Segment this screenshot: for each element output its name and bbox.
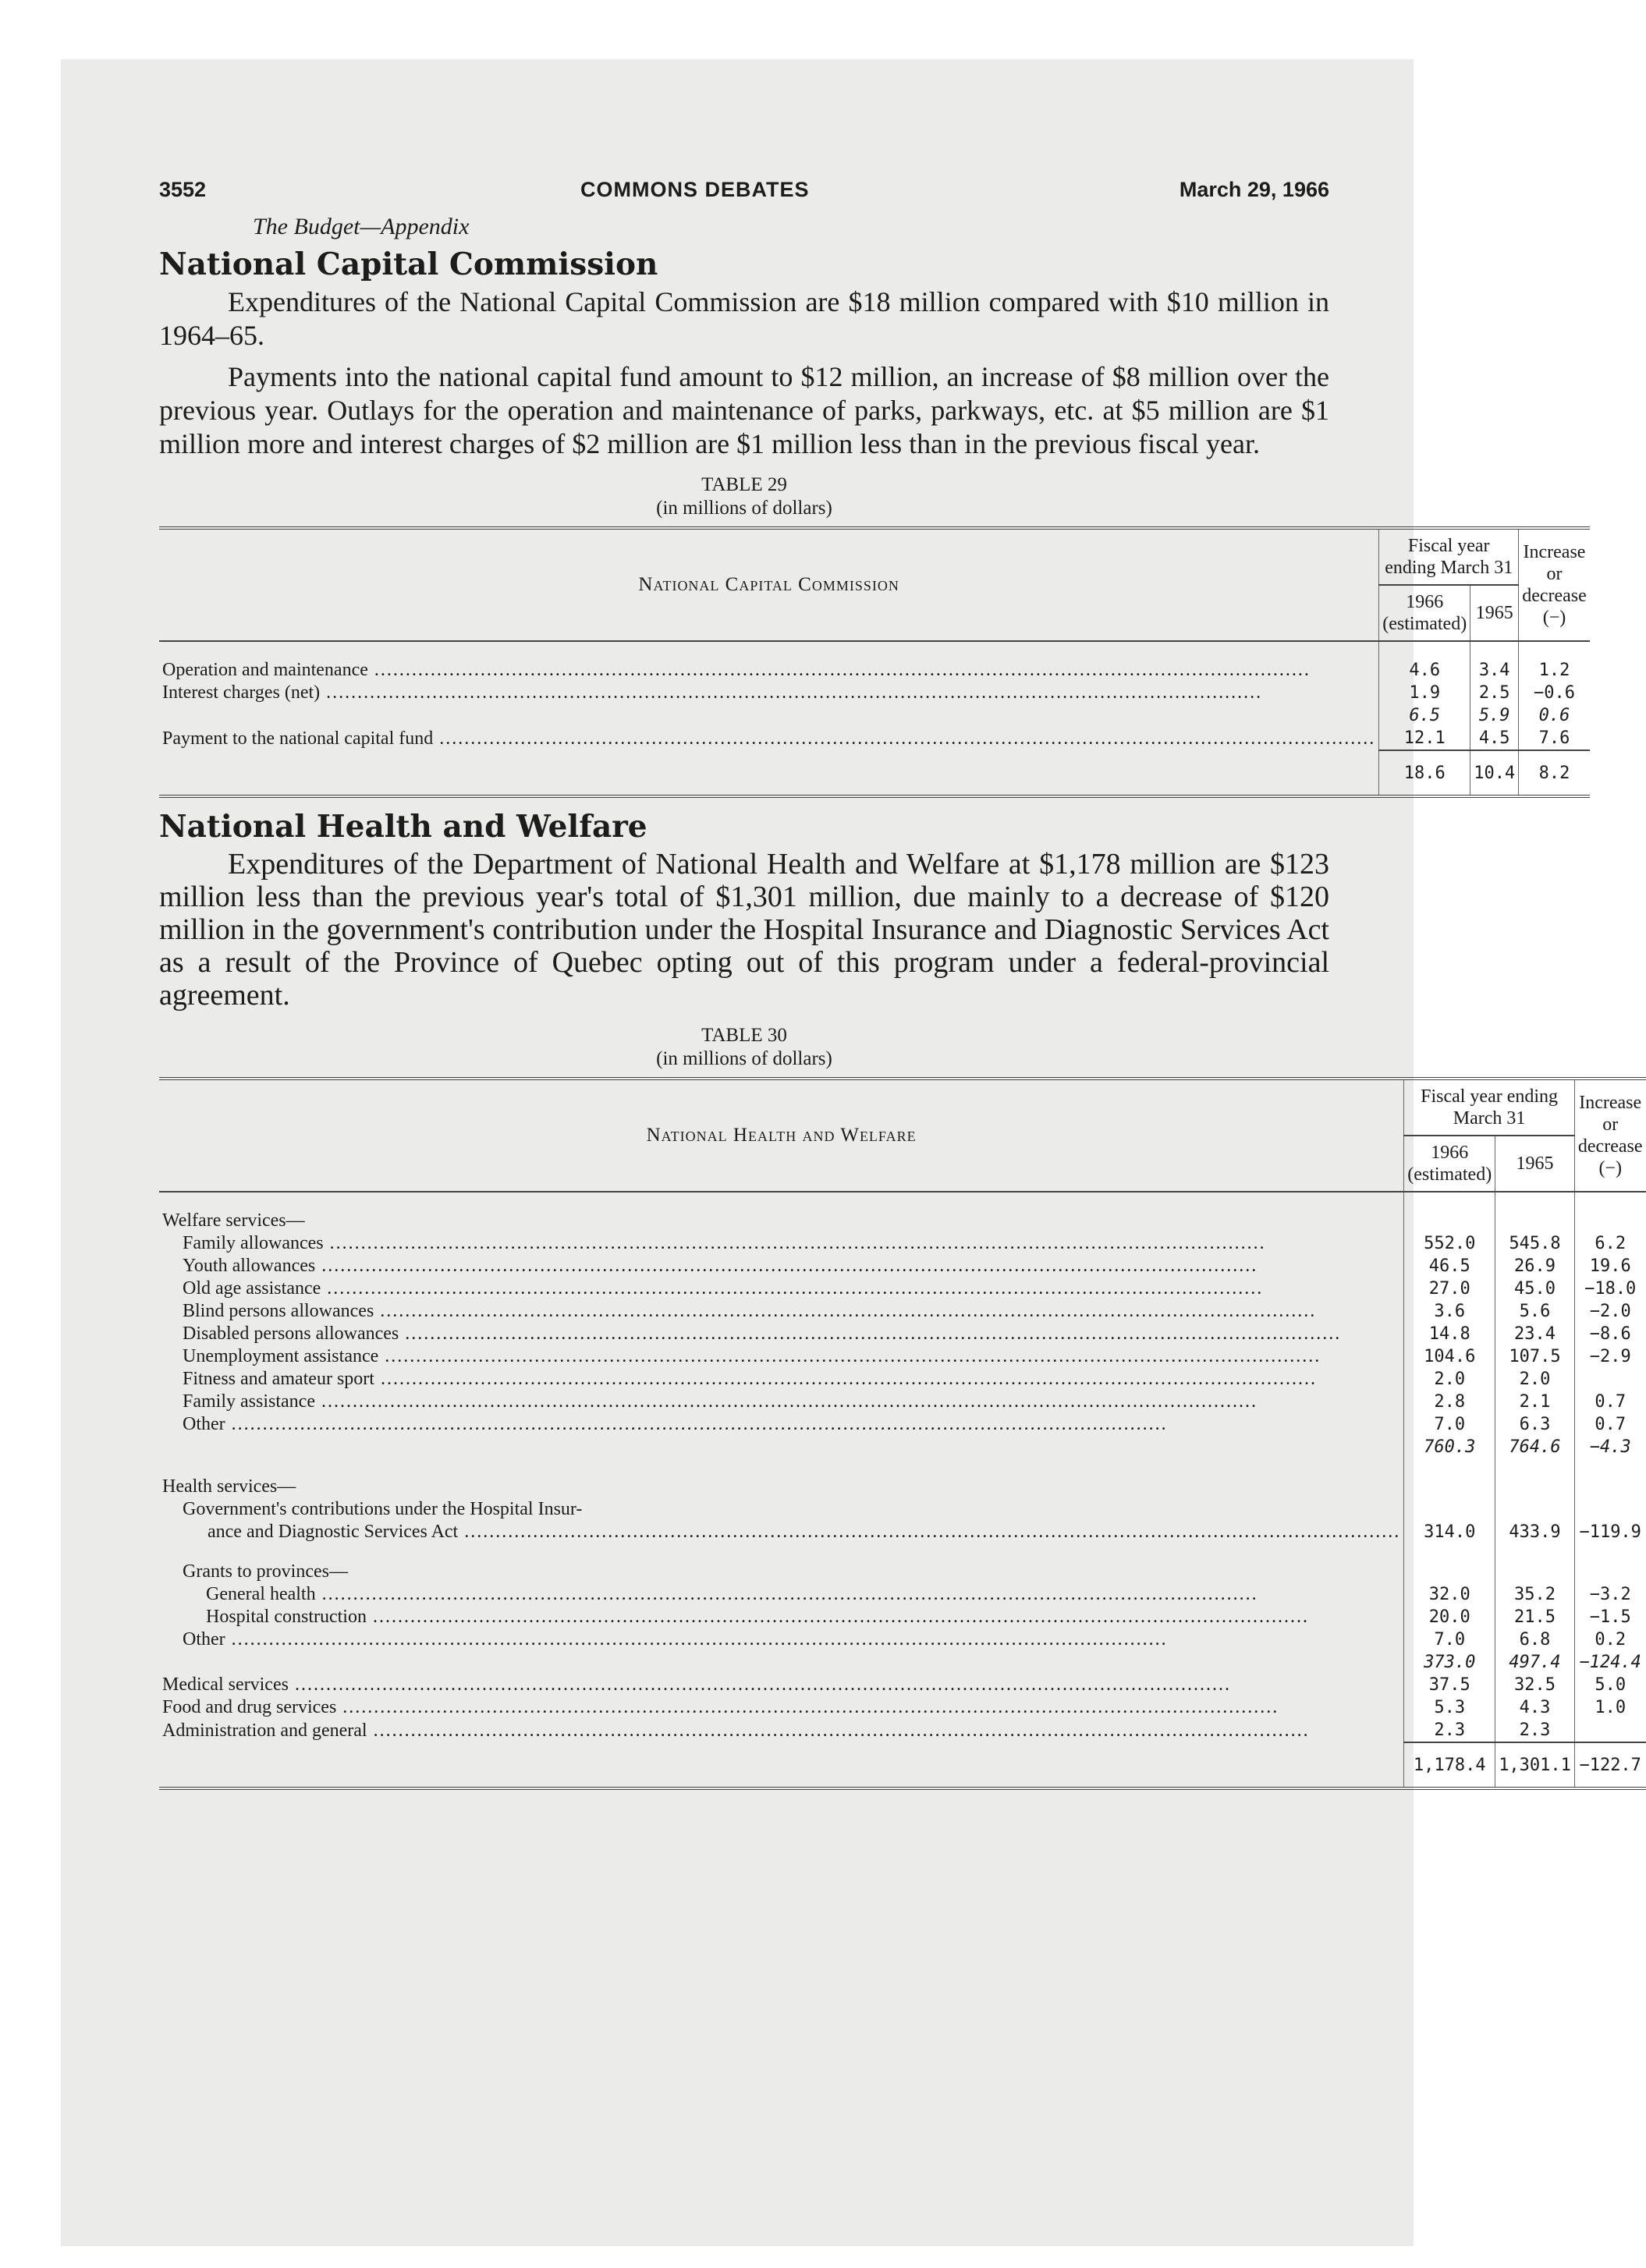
table29-number: TABLE 29 [701, 474, 787, 495]
cell-1965: 6.8 [1495, 1628, 1575, 1651]
total-1965: 10.4 [1470, 750, 1519, 796]
cell-1965: 5.9 [1470, 704, 1519, 727]
table-29 [159, 526, 1590, 798]
row-label-line2: ance and Diagnostic Services Act ..... [159, 1521, 1404, 1543]
group-heading-row [159, 1210, 1646, 1232]
cell-1966: 7.0 [1404, 1628, 1495, 1651]
table-row-total [159, 1742, 1646, 1788]
running-header [159, 178, 1329, 209]
health-services-heading: Health services— [159, 1476, 1404, 1498]
cell-1965: 4.5 [1470, 727, 1519, 750]
publication-title: COMMONS DEBATES [580, 178, 810, 201]
welfare-subtotal-1966: 760.3 [1404, 1436, 1495, 1458]
table-row [159, 1498, 1646, 1521]
cell-increase: −119.9 [1579, 1522, 1641, 1542]
cell-increase: 0.7 [1595, 1415, 1626, 1434]
row-label: Fitness and amateur sport ..... [159, 1368, 1404, 1391]
cell-1965: 107.5 [1495, 1345, 1575, 1368]
table30-units: (in millions of dollars) [656, 1048, 832, 1069]
cell-increase: 7.6 [1538, 728, 1570, 748]
cell-increase: 0.7 [1595, 1392, 1626, 1412]
row-label: Youth allowances ..... [159, 1255, 1404, 1278]
table30-fiscal-header: Fiscal year ending March 31 [1404, 1079, 1575, 1136]
table-row [159, 1278, 1646, 1300]
cell-1966: 7.0 [1404, 1413, 1495, 1436]
row-label: Old age assistance ..... [159, 1278, 1404, 1300]
cell-increase: 5.0 [1595, 1675, 1626, 1695]
row-label [159, 704, 1379, 727]
cell-1966: 32.0 [1404, 1583, 1495, 1606]
health-subtotal-1965: 497.4 [1495, 1651, 1575, 1674]
cell-increase: −2.0 [1589, 1302, 1631, 1321]
ncc-paragraph-2: Payments into the national capital fund amount to $12 million, an increase of $8 million over the previous year. Outlays for the operation and maintenance of parks, parkways, etc. at $5 million are $1 million more and interest charges of $2 million are $1 million less than in the previous fiscal year. [159, 361, 1329, 459]
row-label: Operation and maintenance ..... [159, 659, 1379, 682]
cell-1966: 2.3 [1404, 1719, 1495, 1742]
table-row [159, 1345, 1646, 1368]
row-label: Food and drug services ..... [159, 1696, 1404, 1719]
ncc-heading: National Capital Commission [159, 246, 658, 282]
nhw-paragraph-1: Expenditures of the Department of National Health and Welfare at $1,178 million are $123 million less than the previous year's total of $1,301 million, due mainly to a decrease of $120 million in the government's contribution under the Hospital Insurance and Diagnostic Services Act as a result of the Province of Quebec opting out of this program under a federal-provincial agreement. [159, 848, 1329, 1012]
cell-increase [1574, 1719, 1645, 1742]
row-label: Hospital construction ..... [159, 1606, 1404, 1628]
row-label: Medical services ..... [159, 1674, 1404, 1696]
cell-increase: 0.6 [1538, 706, 1570, 725]
table30-col-1965: 1965 [1495, 1136, 1575, 1192]
table-row [159, 1696, 1646, 1719]
cell-1966: 4.6 [1379, 659, 1470, 682]
row-label: Family allowances ..... [159, 1232, 1404, 1255]
cell-increase: −8.6 [1589, 1324, 1631, 1344]
cell-1965: 5.6 [1495, 1300, 1575, 1323]
cell-1966: 27.0 [1404, 1278, 1495, 1300]
table30-caption [159, 1024, 1329, 1071]
row-label: Interest charges (net) ..... [159, 682, 1379, 704]
table30-stub-header: National Health and Welfare [159, 1079, 1404, 1192]
row-label: Payment to the national capital fund ..... [159, 727, 1379, 750]
total-1966: 1,178.4 [1404, 1742, 1495, 1788]
table-row [159, 1583, 1646, 1606]
cell-1966: 2.8 [1404, 1391, 1495, 1413]
table29-col-1966: 1966 (estimated) [1379, 585, 1470, 641]
cell-1966: 2.0 [1404, 1368, 1495, 1391]
cell-1965: 23.4 [1495, 1323, 1575, 1345]
cell-1965: 6.3 [1495, 1413, 1575, 1436]
page-number: 3552 [159, 178, 207, 201]
table-row [159, 1413, 1646, 1436]
cell-1965: 45.0 [1495, 1278, 1575, 1300]
table29-fiscal-header: Fiscal year ending March 31 [1379, 528, 1519, 585]
table29-col-1965: 1965 [1470, 585, 1519, 641]
cell-increase: 1.0 [1595, 1698, 1626, 1717]
cell-1965: 2.3 [1495, 1719, 1575, 1742]
cell-increase [1574, 1368, 1645, 1391]
table-row [159, 1300, 1646, 1323]
table30-increase-header: Increase or decrease (−) [1574, 1079, 1645, 1192]
cell-increase: 0.2 [1595, 1630, 1626, 1650]
cell-1966: 3.6 [1404, 1300, 1495, 1323]
cell-1966: 37.5 [1404, 1674, 1495, 1696]
cell-1965: 545.8 [1495, 1232, 1575, 1255]
cell-1966: 6.5 [1379, 704, 1470, 727]
row-label: Administration and general ..... [159, 1719, 1404, 1742]
cell-1966: 1.9 [1379, 682, 1470, 704]
cell-1965: 26.9 [1495, 1255, 1575, 1278]
row-label-line1: Government's contributions under the Hospital Insur- [159, 1498, 1404, 1521]
cell-1966: 46.5 [1404, 1255, 1495, 1278]
cell-1965: 433.9 [1495, 1521, 1575, 1543]
cell-1966: 552.0 [1404, 1232, 1495, 1255]
grants-heading: Grants to provinces— [159, 1561, 1404, 1583]
cell-1966: 104.6 [1404, 1345, 1495, 1368]
cell-1965: 4.3 [1495, 1696, 1575, 1719]
cell-1965: 35.2 [1495, 1583, 1575, 1606]
table-row [159, 1255, 1646, 1278]
total-increase: −122.7 [1574, 1742, 1645, 1788]
table30-number: TABLE 30 [701, 1025, 787, 1046]
table30-col-1966: 1966 (estimated) [1404, 1136, 1495, 1192]
group-heading-row [159, 1476, 1646, 1498]
table-row [159, 1674, 1646, 1696]
table-row [159, 1368, 1646, 1391]
table-row [159, 1606, 1646, 1628]
table29-stub-header: National Capital Commission [159, 528, 1379, 641]
cell-increase: 6.2 [1595, 1234, 1626, 1253]
table-row-subtotal [159, 704, 1590, 727]
total-increase: 8.2 [1519, 750, 1590, 796]
welfare-subtotal-increase: −4.3 [1589, 1437, 1631, 1457]
table-30 [159, 1077, 1646, 1790]
row-label: Other ..... [159, 1413, 1404, 1436]
page-content [159, 178, 1643, 1790]
table-row [159, 1391, 1646, 1413]
cell-1965: 21.5 [1495, 1606, 1575, 1628]
cell-1966: 5.3 [1404, 1696, 1495, 1719]
table29-caption [159, 473, 1329, 520]
cell-1965: 32.5 [1495, 1674, 1575, 1696]
table-row [159, 1521, 1646, 1543]
table-row-subtotal [159, 1651, 1646, 1674]
table29-units: (in millions of dollars) [656, 498, 832, 519]
row-label: Blind persons allowances ..... [159, 1300, 1404, 1323]
publication-date: March 29, 1966 [1179, 178, 1329, 201]
group-heading-row [159, 1561, 1646, 1583]
cell-increase: 1.2 [1538, 661, 1570, 680]
row-label: Other ..... [159, 1628, 1404, 1651]
nhw-heading: National Health and Welfare [159, 809, 647, 845]
cell-increase: −3.2 [1589, 1585, 1631, 1604]
table-row [159, 682, 1590, 704]
cell-1966: 314.0 [1404, 1521, 1495, 1543]
cell-increase: −1.5 [1589, 1607, 1631, 1627]
health-subtotal-increase: −124.4 [1579, 1653, 1641, 1672]
table29-increase-header: Increase or decrease (−) [1519, 528, 1590, 641]
cell-1965: 3.4 [1470, 659, 1519, 682]
cell-increase: −2.9 [1589, 1347, 1631, 1366]
cell-1965: 2.5 [1470, 682, 1519, 704]
cell-1965: 2.1 [1495, 1391, 1575, 1413]
cell-increase: 19.6 [1589, 1256, 1631, 1276]
total-1965: 1,301.1 [1495, 1742, 1575, 1788]
cell-1966: 12.1 [1379, 727, 1470, 750]
cell-1966: 20.0 [1404, 1606, 1495, 1628]
row-label: Disabled persons allowances ..... [159, 1323, 1404, 1345]
total-1966: 18.6 [1379, 750, 1470, 796]
table-row [159, 1323, 1646, 1345]
table-row [159, 1232, 1646, 1255]
cell-1965: 2.0 [1495, 1368, 1575, 1391]
cell-increase: −0.6 [1533, 683, 1575, 703]
table-row [159, 659, 1590, 682]
health-subtotal-1966: 373.0 [1404, 1651, 1495, 1674]
table-row [159, 1628, 1646, 1651]
row-label: Family assistance ..... [159, 1391, 1404, 1413]
cell-1966: 14.8 [1404, 1323, 1495, 1345]
row-label: General health ..... [159, 1583, 1404, 1606]
welfare-services-heading: Welfare services— [159, 1210, 1404, 1232]
cell-increase: −18.0 [1584, 1279, 1637, 1299]
section-subheading: The Budget—Appendix [253, 214, 470, 239]
table-row [159, 1719, 1646, 1742]
ncc-paragraph-1: Expenditures of the National Capital Commission are $18 million compared with $10 million in 1964–65. [159, 286, 1329, 351]
row-label: Unemployment assistance ..... [159, 1345, 1404, 1368]
table-row-subtotal [159, 1436, 1646, 1458]
welfare-subtotal-1965: 764.6 [1495, 1436, 1575, 1458]
table-row [159, 727, 1590, 750]
table-row-total [159, 750, 1590, 796]
